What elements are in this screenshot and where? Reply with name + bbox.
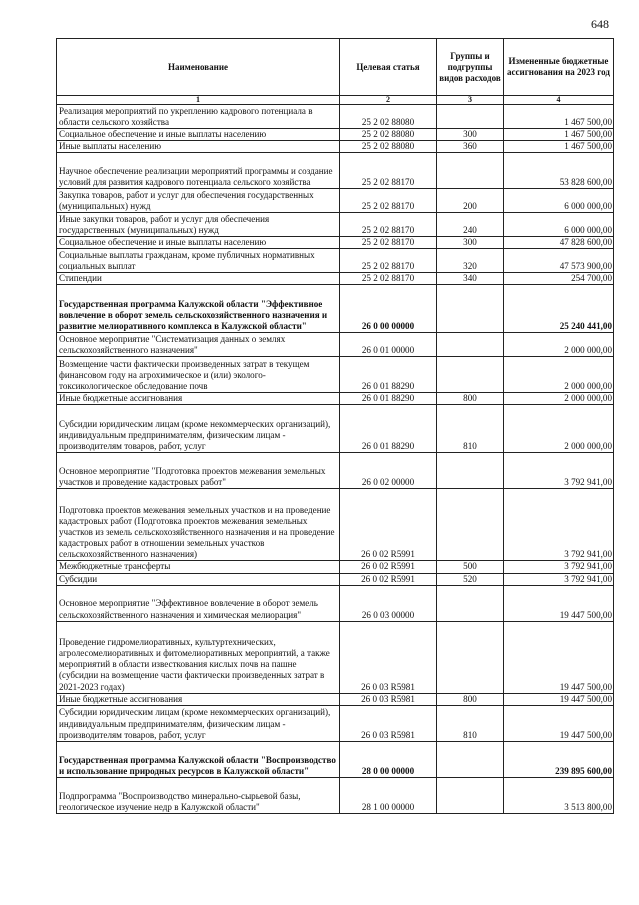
table-body	[57, 105, 614, 814]
row-name: Социальное обеспечение и иные выплаты населению	[57, 237, 340, 249]
row-name: Иные бюджетные ассигнования	[57, 693, 340, 705]
row-target-code: 25 2 02 88170	[340, 213, 437, 237]
table-row	[57, 621, 614, 693]
table-row	[57, 453, 614, 489]
row-amount: 3 513 800,00	[504, 777, 614, 813]
row-name: Субсидии юридическим лицам (кроме некоммерческих организаций), индивидуальным предпринимателям, физическим лицам - производителям товаров, работ, услуг	[57, 405, 340, 453]
row-name: Подготовка проектов межевания земельных участков и на проведение кадастровых работ (Подготовка проектов межевания земельных участков из земель сельскохозяйственного назначения и на проведение кадастровых работ в отношении земельных участков сельскохозяйственного назначения)	[57, 489, 340, 561]
column-index: 4	[504, 96, 614, 105]
table-row	[57, 573, 614, 585]
row-target-code: 25 2 02 88080	[340, 105, 437, 129]
page-number: 648	[591, 17, 609, 31]
header-row	[57, 39, 614, 96]
row-expense-group: 200	[437, 189, 504, 213]
row-expense-group	[437, 333, 504, 357]
row-amount: 3 792 941,00	[504, 453, 614, 489]
table-row	[57, 405, 614, 453]
row-name: Социальное обеспечение и иные выплаты населению	[57, 129, 340, 141]
row-name: Иные выплаты населению	[57, 141, 340, 153]
row-name: Проведение гидромелиоративных, культуртехнических, агролесомелиоративных и фитомелиоративных мероприятий, а также мероприятий в области известкования кислых почв на пашне (субсидии на возмещение части фактически произведенных затрат в 2021-2023 годах)	[57, 621, 340, 693]
row-name: Подпрограмма "Воспроизводство минерально-сырьевой базы, геологическое изучение недр в Калужской области"	[57, 777, 340, 813]
row-amount: 47 573 900,00	[504, 249, 614, 273]
row-amount: 3 792 941,00	[504, 573, 614, 585]
column-index: 1	[57, 96, 340, 105]
row-name: Субсидии	[57, 573, 340, 585]
row-amount: 3 792 941,00	[504, 561, 614, 573]
row-expense-group: 300	[437, 129, 504, 141]
row-expense-group: 800	[437, 393, 504, 405]
row-amount: 2 000 000,00	[504, 357, 614, 393]
row-name: Иные закупки товаров, работ и услуг для обеспечения государственных (муниципальных) нужд	[57, 213, 340, 237]
row-expense-group	[437, 153, 504, 189]
table-row	[57, 129, 614, 141]
row-target-code: 26 0 03 R5981	[340, 705, 437, 741]
column-index: 2	[340, 96, 437, 105]
row-expense-group: 300	[437, 237, 504, 249]
row-target-code: 25 2 02 88170	[340, 189, 437, 213]
table-row	[57, 285, 614, 333]
table-row	[57, 741, 614, 777]
row-amount: 6 000 000,00	[504, 213, 614, 237]
row-target-code: 25 2 02 88170	[340, 249, 437, 273]
row-amount: 19 447 500,00	[504, 585, 614, 621]
table-row	[57, 393, 614, 405]
row-expense-group	[437, 285, 504, 333]
row-expense-group: 320	[437, 249, 504, 273]
row-expense-group: 800	[437, 693, 504, 705]
row-name: Закупка товаров, работ и услуг для обеспечения государственных (муниципальных) нужд	[57, 189, 340, 213]
row-name: Основное мероприятие "Эффективное вовлечение в оборот земель сельскохозяйственного назначения и химическая мелиорация"	[57, 585, 340, 621]
table-row	[57, 273, 614, 285]
row-amount: 3 792 941,00	[504, 489, 614, 561]
row-amount: 1 467 500,00	[504, 141, 614, 153]
row-name: Основное мероприятие "Подготовка проектов межевания земельных участков и проведение кадастровых работ"	[57, 453, 340, 489]
row-expense-group: 520	[437, 573, 504, 585]
row-expense-group	[437, 621, 504, 693]
table-row	[57, 489, 614, 561]
row-name: Социальные выплаты гражданам, кроме публичных нормативных социальных выплат	[57, 249, 340, 273]
row-amount: 2 000 000,00	[504, 393, 614, 405]
table-row	[57, 777, 614, 813]
row-expense-group	[437, 777, 504, 813]
table-row	[57, 249, 614, 273]
row-name: Стипендии	[57, 273, 340, 285]
row-amount: 47 828 600,00	[504, 237, 614, 249]
row-target-code: 26 0 03 00000	[340, 585, 437, 621]
row-target-code: 26 0 01 88290	[340, 357, 437, 393]
row-amount: 53 828 600,00	[504, 153, 614, 189]
row-target-code: 26 0 01 00000	[340, 333, 437, 357]
row-expense-group: 240	[437, 213, 504, 237]
row-name: Иные бюджетные ассигнования	[57, 393, 340, 405]
row-target-code: 25 2 02 88170	[340, 153, 437, 189]
row-name: Субсидии юридическим лицам (кроме некоммерческих организаций), индивидуальным предпринимателям, физическим лицам - производителям товаров, работ, услуг	[57, 705, 340, 741]
row-name: Научное обеспечение реализации мероприятий программы и создание условий для развития кадрового потенциала сельского хозяйства	[57, 153, 340, 189]
row-target-code: 26 0 02 R5991	[340, 573, 437, 585]
row-expense-group	[437, 105, 504, 129]
table-row	[57, 237, 614, 249]
table-row	[57, 357, 614, 393]
header-group: Группы и подгруппы видов расходов	[437, 39, 504, 96]
table-row	[57, 141, 614, 153]
row-target-code: 26 0 02 R5991	[340, 489, 437, 561]
row-target-code: 26 0 02 R5991	[340, 561, 437, 573]
table-row	[57, 561, 614, 573]
row-amount: 19 447 500,00	[504, 693, 614, 705]
row-amount: 254 700,00	[504, 273, 614, 285]
row-expense-group	[437, 453, 504, 489]
row-target-code: 28 1 00 00000	[340, 777, 437, 813]
row-expense-group	[437, 357, 504, 393]
table-row	[57, 585, 614, 621]
column-index: 3	[437, 96, 504, 105]
row-expense-group	[437, 741, 504, 777]
row-name: Межбюджетные трансферты	[57, 561, 340, 573]
row-expense-group: 340	[437, 273, 504, 285]
row-target-code: 28 0 00 00000	[340, 741, 437, 777]
row-target-code: 25 2 02 88170	[340, 237, 437, 249]
row-amount: 2 000 000,00	[504, 405, 614, 453]
table-row	[57, 213, 614, 237]
row-target-code: 26 0 03 R5981	[340, 621, 437, 693]
row-target-code: 26 0 00 00000	[340, 285, 437, 333]
table-row	[57, 333, 614, 357]
row-target-code: 26 0 01 88290	[340, 393, 437, 405]
row-amount: 2 000 000,00	[504, 333, 614, 357]
row-target-code: 26 0 01 88290	[340, 405, 437, 453]
header-amount: Измененные бюджетные ассигнования на 2023 год	[504, 39, 614, 96]
row-expense-group	[437, 585, 504, 621]
row-amount: 6 000 000,00	[504, 189, 614, 213]
row-target-code: 25 2 02 88170	[340, 273, 437, 285]
budget-table	[56, 38, 614, 814]
row-expense-group: 360	[437, 141, 504, 153]
row-name: Государственная программа Калужской области "Воспроизводство и использование природных ресурсов в Калужской области"	[57, 741, 340, 777]
header-target: Целевая статья	[340, 39, 437, 96]
row-expense-group	[437, 489, 504, 561]
row-target-code: 25 2 02 88080	[340, 141, 437, 153]
row-name: Реализация мероприятий по укреплению кадрового потенциала в области сельского хозяйства	[57, 105, 340, 129]
row-amount: 19 447 500,00	[504, 705, 614, 741]
table-row	[57, 189, 614, 213]
row-name: Государственная программа Калужской области "Эффективное вовлечение в оборот земель сельскохозяйственного назначения и развитие мелиоративного комплекса в Калужской области"	[57, 285, 340, 333]
row-amount: 1 467 500,00	[504, 129, 614, 141]
row-amount: 1 467 500,00	[504, 105, 614, 129]
row-name: Возмещение части фактически произведенных затрат в текущем финансовом году на агрохимическое и (или) эколого-токсикологическое обследование почв	[57, 357, 340, 393]
row-target-code: 26 0 03 R5981	[340, 693, 437, 705]
row-expense-group: 810	[437, 705, 504, 741]
row-amount: 25 240 441,00	[504, 285, 614, 333]
table-row	[57, 693, 614, 705]
row-target-code: 26 0 02 00000	[340, 453, 437, 489]
table-row	[57, 705, 614, 741]
row-amount: 239 895 600,00	[504, 741, 614, 777]
column-index-row	[57, 96, 614, 105]
table-row	[57, 105, 614, 129]
row-amount: 19 447 500,00	[504, 621, 614, 693]
row-name: Основное мероприятие "Систематизация данных о землях сельскохозяйственного назначения"	[57, 333, 340, 357]
row-expense-group: 810	[437, 405, 504, 453]
row-target-code: 25 2 02 88080	[340, 129, 437, 141]
row-expense-group: 500	[437, 561, 504, 573]
header-name: Наименование	[57, 39, 340, 96]
table-row	[57, 153, 614, 189]
